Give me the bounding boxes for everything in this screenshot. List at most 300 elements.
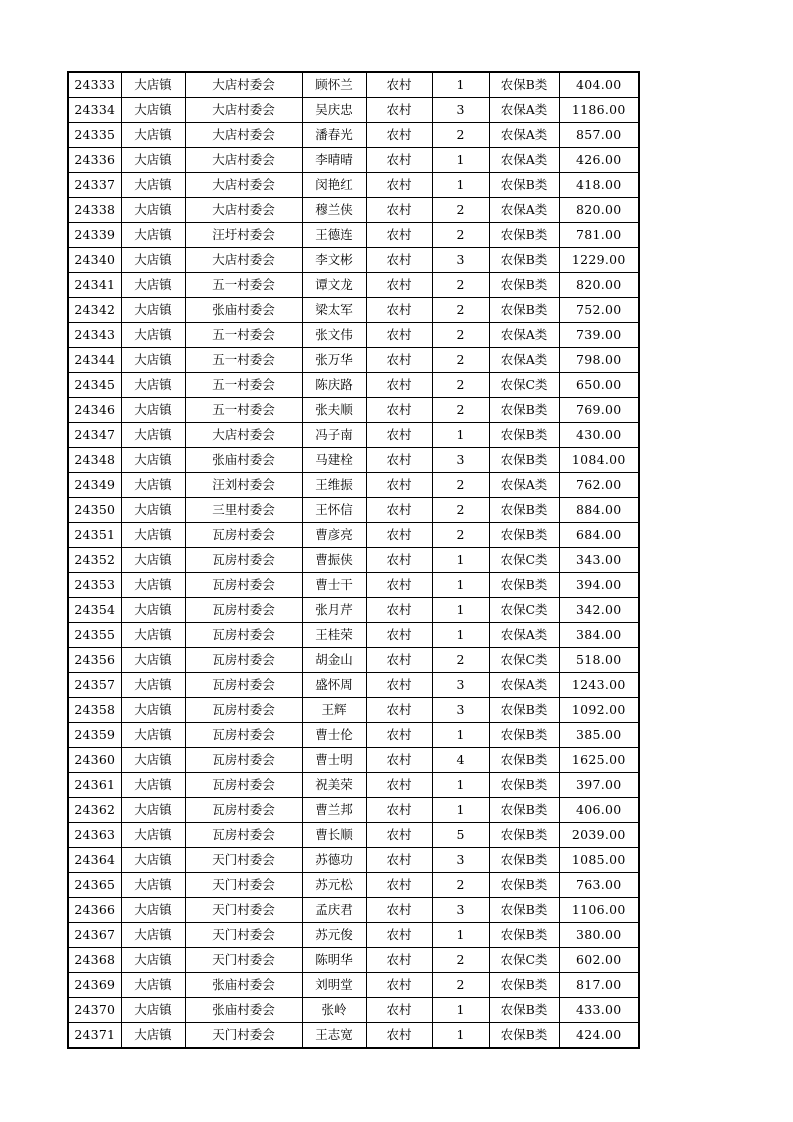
insurance-category-cell: 农保C类 <box>489 948 559 973</box>
village-committee-cell: 张庙村委会 <box>185 448 302 473</box>
table-row <box>68 98 639 123</box>
person-name-cell: 祝美荣 <box>302 773 366 798</box>
area-type-cell: 农村 <box>366 398 432 423</box>
insurance-category-cell: 农保B类 <box>489 698 559 723</box>
amount-cell: 684.00 <box>559 523 639 548</box>
town-cell: 大店镇 <box>121 773 185 798</box>
village-committee-cell: 五一村委会 <box>185 273 302 298</box>
amount-cell: 752.00 <box>559 298 639 323</box>
household-size-cell: 1 <box>432 148 489 173</box>
person-name-cell: 陈明华 <box>302 948 366 973</box>
town-cell: 大店镇 <box>121 173 185 198</box>
town-cell: 大店镇 <box>121 373 185 398</box>
amount-cell: 884.00 <box>559 498 639 523</box>
record-id-cell: 24364 <box>68 848 121 873</box>
person-name-cell: 王怀信 <box>302 498 366 523</box>
table-row <box>68 423 639 448</box>
insurance-category-cell: 农保B类 <box>489 773 559 798</box>
town-cell: 大店镇 <box>121 673 185 698</box>
amount-cell: 397.00 <box>559 773 639 798</box>
household-size-cell: 1 <box>432 423 489 448</box>
person-name-cell: 曹士干 <box>302 573 366 598</box>
amount-cell: 2039.00 <box>559 823 639 848</box>
insurance-category-cell: 农保B类 <box>489 448 559 473</box>
household-size-cell: 2 <box>432 348 489 373</box>
area-type-cell: 农村 <box>366 423 432 448</box>
table-row <box>68 648 639 673</box>
household-size-cell: 1 <box>432 773 489 798</box>
town-cell: 大店镇 <box>121 923 185 948</box>
amount-cell: 342.00 <box>559 598 639 623</box>
town-cell: 大店镇 <box>121 748 185 773</box>
area-type-cell: 农村 <box>366 1023 432 1049</box>
area-type-cell: 农村 <box>366 723 432 748</box>
area-type-cell: 农村 <box>366 548 432 573</box>
person-name-cell: 张万华 <box>302 348 366 373</box>
area-type-cell: 农村 <box>366 773 432 798</box>
area-type-cell: 农村 <box>366 673 432 698</box>
village-committee-cell: 瓦房村委会 <box>185 598 302 623</box>
amount-cell: 380.00 <box>559 923 639 948</box>
area-type-cell: 农村 <box>366 148 432 173</box>
household-size-cell: 2 <box>432 498 489 523</box>
insurance-category-cell: 农保B类 <box>489 523 559 548</box>
area-type-cell: 农村 <box>366 573 432 598</box>
town-cell: 大店镇 <box>121 573 185 598</box>
record-id-cell: 24344 <box>68 348 121 373</box>
household-size-cell: 3 <box>432 673 489 698</box>
village-committee-cell: 瓦房村委会 <box>185 773 302 798</box>
village-committee-cell: 瓦房村委会 <box>185 748 302 773</box>
town-cell: 大店镇 <box>121 248 185 273</box>
area-type-cell: 农村 <box>366 873 432 898</box>
insurance-category-cell: 农保B类 <box>489 1023 559 1049</box>
village-committee-cell: 瓦房村委会 <box>185 573 302 598</box>
insurance-category-cell: 农保B类 <box>489 398 559 423</box>
village-committee-cell: 瓦房村委会 <box>185 648 302 673</box>
record-id-cell: 24354 <box>68 598 121 623</box>
insurance-category-cell: 农保B类 <box>489 723 559 748</box>
household-size-cell: 3 <box>432 98 489 123</box>
area-type-cell: 农村 <box>366 348 432 373</box>
record-id-cell: 24351 <box>68 523 121 548</box>
household-size-cell: 3 <box>432 898 489 923</box>
amount-cell: 394.00 <box>559 573 639 598</box>
insurance-category-cell: 农保A类 <box>489 323 559 348</box>
person-name-cell: 苏元俊 <box>302 923 366 948</box>
village-committee-cell: 瓦房村委会 <box>185 623 302 648</box>
village-committee-cell: 大店村委会 <box>185 123 302 148</box>
town-cell: 大店镇 <box>121 623 185 648</box>
amount-cell: 820.00 <box>559 273 639 298</box>
record-id-cell: 24367 <box>68 923 121 948</box>
record-id-cell: 24345 <box>68 373 121 398</box>
table-row <box>68 523 639 548</box>
person-name-cell: 冯子南 <box>302 423 366 448</box>
household-size-cell: 1 <box>432 598 489 623</box>
amount-cell: 1106.00 <box>559 898 639 923</box>
record-id-cell: 24366 <box>68 898 121 923</box>
person-name-cell: 李晴晴 <box>302 148 366 173</box>
village-committee-cell: 五一村委会 <box>185 323 302 348</box>
area-type-cell: 农村 <box>366 748 432 773</box>
town-cell: 大店镇 <box>121 598 185 623</box>
insurance-category-cell: 农保A类 <box>489 673 559 698</box>
insurance-category-cell: 农保B类 <box>489 873 559 898</box>
town-cell: 大店镇 <box>121 1023 185 1049</box>
insurance-category-cell: 农保B类 <box>489 298 559 323</box>
table-row <box>68 173 639 198</box>
area-type-cell: 农村 <box>366 298 432 323</box>
record-id-cell: 24358 <box>68 698 121 723</box>
village-committee-cell: 天门村委会 <box>185 873 302 898</box>
area-type-cell: 农村 <box>366 248 432 273</box>
village-committee-cell: 大店村委会 <box>185 72 302 98</box>
village-committee-cell: 大店村委会 <box>185 148 302 173</box>
area-type-cell: 农村 <box>366 373 432 398</box>
table-row <box>68 848 639 873</box>
area-type-cell: 农村 <box>366 72 432 98</box>
village-committee-cell: 三里村委会 <box>185 498 302 523</box>
area-type-cell: 农村 <box>366 948 432 973</box>
amount-cell: 384.00 <box>559 623 639 648</box>
person-name-cell: 潘春光 <box>302 123 366 148</box>
household-size-cell: 2 <box>432 648 489 673</box>
person-name-cell: 马建栓 <box>302 448 366 473</box>
person-name-cell: 王维振 <box>302 473 366 498</box>
town-cell: 大店镇 <box>121 723 185 748</box>
table-row <box>68 923 639 948</box>
amount-cell: 430.00 <box>559 423 639 448</box>
person-name-cell: 刘明堂 <box>302 973 366 998</box>
records-table-body <box>68 72 639 1048</box>
table-row <box>68 223 639 248</box>
area-type-cell: 农村 <box>366 198 432 223</box>
insurance-category-cell: 农保C类 <box>489 648 559 673</box>
record-id-cell: 24355 <box>68 623 121 648</box>
insurance-category-cell: 农保B类 <box>489 573 559 598</box>
record-id-cell: 24333 <box>68 72 121 98</box>
insurance-category-cell: 农保B类 <box>489 423 559 448</box>
records-table <box>67 71 640 1049</box>
insurance-category-cell: 农保B类 <box>489 998 559 1023</box>
village-committee-cell: 大店村委会 <box>185 248 302 273</box>
area-type-cell: 农村 <box>366 648 432 673</box>
village-committee-cell: 天门村委会 <box>185 848 302 873</box>
insurance-category-cell: 农保A类 <box>489 98 559 123</box>
town-cell: 大店镇 <box>121 948 185 973</box>
town-cell: 大店镇 <box>121 198 185 223</box>
record-id-cell: 24337 <box>68 173 121 198</box>
household-size-cell: 2 <box>432 323 489 348</box>
person-name-cell: 穆兰侠 <box>302 198 366 223</box>
household-size-cell: 2 <box>432 123 489 148</box>
town-cell: 大店镇 <box>121 273 185 298</box>
record-id-cell: 24339 <box>68 223 121 248</box>
village-committee-cell: 瓦房村委会 <box>185 673 302 698</box>
insurance-category-cell: 农保B类 <box>489 72 559 98</box>
person-name-cell: 曹士明 <box>302 748 366 773</box>
household-size-cell: 3 <box>432 848 489 873</box>
amount-cell: 739.00 <box>559 323 639 348</box>
town-cell: 大店镇 <box>121 698 185 723</box>
amount-cell: 602.00 <box>559 948 639 973</box>
table-row <box>68 823 639 848</box>
town-cell: 大店镇 <box>121 398 185 423</box>
town-cell: 大店镇 <box>121 898 185 923</box>
person-name-cell: 曹长顺 <box>302 823 366 848</box>
insurance-category-cell: 农保B类 <box>489 223 559 248</box>
village-committee-cell: 大店村委会 <box>185 423 302 448</box>
town-cell: 大店镇 <box>121 873 185 898</box>
village-committee-cell: 瓦房村委会 <box>185 523 302 548</box>
area-type-cell: 农村 <box>366 498 432 523</box>
record-id-cell: 24356 <box>68 648 121 673</box>
person-name-cell: 王辉 <box>302 698 366 723</box>
household-size-cell: 1 <box>432 72 489 98</box>
insurance-category-cell: 农保B类 <box>489 173 559 198</box>
area-type-cell: 农村 <box>366 273 432 298</box>
amount-cell: 433.00 <box>559 998 639 1023</box>
person-name-cell: 张岭 <box>302 998 366 1023</box>
town-cell: 大店镇 <box>121 298 185 323</box>
amount-cell: 1625.00 <box>559 748 639 773</box>
area-type-cell: 农村 <box>366 623 432 648</box>
household-size-cell: 2 <box>432 223 489 248</box>
person-name-cell: 曹振侠 <box>302 548 366 573</box>
amount-cell: 424.00 <box>559 1023 639 1049</box>
record-id-cell: 24353 <box>68 573 121 598</box>
amount-cell: 1085.00 <box>559 848 639 873</box>
person-name-cell: 胡金山 <box>302 648 366 673</box>
town-cell: 大店镇 <box>121 648 185 673</box>
person-name-cell: 张文伟 <box>302 323 366 348</box>
insurance-category-cell: 农保C类 <box>489 373 559 398</box>
person-name-cell: 王志宽 <box>302 1023 366 1049</box>
record-id-cell: 24357 <box>68 673 121 698</box>
town-cell: 大店镇 <box>121 473 185 498</box>
insurance-category-cell: 农保B类 <box>489 823 559 848</box>
table-row <box>68 698 639 723</box>
village-committee-cell: 张庙村委会 <box>185 973 302 998</box>
table-row <box>68 373 639 398</box>
household-size-cell: 2 <box>432 948 489 973</box>
village-committee-cell: 天门村委会 <box>185 898 302 923</box>
village-committee-cell: 汪圩村委会 <box>185 223 302 248</box>
person-name-cell: 孟庆君 <box>302 898 366 923</box>
village-committee-cell: 大店村委会 <box>185 173 302 198</box>
amount-cell: 650.00 <box>559 373 639 398</box>
village-committee-cell: 大店村委会 <box>185 98 302 123</box>
household-size-cell: 1 <box>432 923 489 948</box>
area-type-cell: 农村 <box>366 448 432 473</box>
household-size-cell: 2 <box>432 473 489 498</box>
insurance-category-cell: 农保B类 <box>489 973 559 998</box>
amount-cell: 385.00 <box>559 723 639 748</box>
town-cell: 大店镇 <box>121 72 185 98</box>
area-type-cell: 农村 <box>366 798 432 823</box>
town-cell: 大店镇 <box>121 523 185 548</box>
table-row <box>68 72 639 98</box>
town-cell: 大店镇 <box>121 498 185 523</box>
insurance-category-cell: 农保B类 <box>489 798 559 823</box>
amount-cell: 1229.00 <box>559 248 639 273</box>
person-name-cell: 曹兰邦 <box>302 798 366 823</box>
household-size-cell: 4 <box>432 748 489 773</box>
record-id-cell: 24371 <box>68 1023 121 1049</box>
person-name-cell: 王桂荣 <box>302 623 366 648</box>
village-committee-cell: 张庙村委会 <box>185 298 302 323</box>
insurance-category-cell: 农保A类 <box>489 123 559 148</box>
table-row <box>68 198 639 223</box>
record-id-cell: 24365 <box>68 873 121 898</box>
town-cell: 大店镇 <box>121 348 185 373</box>
household-size-cell: 1 <box>432 723 489 748</box>
person-name-cell: 张夫顺 <box>302 398 366 423</box>
person-name-cell: 曹士伦 <box>302 723 366 748</box>
area-type-cell: 农村 <box>366 973 432 998</box>
person-name-cell: 李文彬 <box>302 248 366 273</box>
amount-cell: 1092.00 <box>559 698 639 723</box>
table-row <box>68 798 639 823</box>
record-id-cell: 24368 <box>68 948 121 973</box>
amount-cell: 817.00 <box>559 973 639 998</box>
insurance-category-cell: 农保B类 <box>489 923 559 948</box>
person-name-cell: 苏元松 <box>302 873 366 898</box>
person-name-cell: 张月芹 <box>302 598 366 623</box>
person-name-cell: 盛怀周 <box>302 673 366 698</box>
table-row <box>68 473 639 498</box>
amount-cell: 857.00 <box>559 123 639 148</box>
household-size-cell: 1 <box>432 573 489 598</box>
table-row <box>68 773 639 798</box>
village-committee-cell: 瓦房村委会 <box>185 548 302 573</box>
insurance-category-cell: 农保A类 <box>489 473 559 498</box>
record-id-cell: 24346 <box>68 398 121 423</box>
table-row <box>68 548 639 573</box>
record-id-cell: 24362 <box>68 798 121 823</box>
area-type-cell: 农村 <box>366 848 432 873</box>
record-id-cell: 24342 <box>68 298 121 323</box>
household-size-cell: 2 <box>432 398 489 423</box>
insurance-category-cell: 农保B类 <box>489 898 559 923</box>
insurance-category-cell: 农保A类 <box>489 348 559 373</box>
area-type-cell: 农村 <box>366 98 432 123</box>
village-committee-cell: 五一村委会 <box>185 348 302 373</box>
household-size-cell: 1 <box>432 1023 489 1049</box>
town-cell: 大店镇 <box>121 823 185 848</box>
table-row <box>68 573 639 598</box>
insurance-category-cell: 农保A类 <box>489 148 559 173</box>
amount-cell: 343.00 <box>559 548 639 573</box>
record-id-cell: 24341 <box>68 273 121 298</box>
table-row <box>68 973 639 998</box>
record-id-cell: 24338 <box>68 198 121 223</box>
household-size-cell: 1 <box>432 548 489 573</box>
amount-cell: 1243.00 <box>559 673 639 698</box>
record-id-cell: 24360 <box>68 748 121 773</box>
household-size-cell: 2 <box>432 523 489 548</box>
insurance-category-cell: 农保C类 <box>489 548 559 573</box>
amount-cell: 762.00 <box>559 473 639 498</box>
record-id-cell: 24340 <box>68 248 121 273</box>
household-size-cell: 1 <box>432 623 489 648</box>
table-row <box>68 398 639 423</box>
town-cell: 大店镇 <box>121 998 185 1023</box>
amount-cell: 798.00 <box>559 348 639 373</box>
area-type-cell: 农村 <box>366 123 432 148</box>
record-id-cell: 24370 <box>68 998 121 1023</box>
town-cell: 大店镇 <box>121 323 185 348</box>
household-size-cell: 2 <box>432 973 489 998</box>
village-committee-cell: 瓦房村委会 <box>185 798 302 823</box>
household-size-cell: 3 <box>432 448 489 473</box>
person-name-cell: 顾怀兰 <box>302 72 366 98</box>
table-row <box>68 998 639 1023</box>
record-id-cell: 24350 <box>68 498 121 523</box>
table-row <box>68 623 639 648</box>
household-size-cell: 2 <box>432 873 489 898</box>
amount-cell: 820.00 <box>559 198 639 223</box>
area-type-cell: 农村 <box>366 323 432 348</box>
person-name-cell: 苏德功 <box>302 848 366 873</box>
village-committee-cell: 五一村委会 <box>185 373 302 398</box>
record-id-cell: 24349 <box>68 473 121 498</box>
town-cell: 大店镇 <box>121 448 185 473</box>
amount-cell: 781.00 <box>559 223 639 248</box>
area-type-cell: 农村 <box>366 698 432 723</box>
town-cell: 大店镇 <box>121 798 185 823</box>
amount-cell: 406.00 <box>559 798 639 823</box>
amount-cell: 518.00 <box>559 648 639 673</box>
record-id-cell: 24361 <box>68 773 121 798</box>
table-row <box>68 898 639 923</box>
amount-cell: 1084.00 <box>559 448 639 473</box>
household-size-cell: 2 <box>432 298 489 323</box>
village-committee-cell: 瓦房村委会 <box>185 823 302 848</box>
table-row <box>68 148 639 173</box>
person-name-cell: 曹彦亮 <box>302 523 366 548</box>
area-type-cell: 农村 <box>366 998 432 1023</box>
town-cell: 大店镇 <box>121 148 185 173</box>
town-cell: 大店镇 <box>121 123 185 148</box>
person-name-cell: 陈庆路 <box>302 373 366 398</box>
area-type-cell: 农村 <box>366 923 432 948</box>
household-size-cell: 3 <box>432 248 489 273</box>
record-id-cell: 24352 <box>68 548 121 573</box>
village-committee-cell: 瓦房村委会 <box>185 723 302 748</box>
table-row <box>68 448 639 473</box>
area-type-cell: 农村 <box>366 598 432 623</box>
amount-cell: 1186.00 <box>559 98 639 123</box>
table-row <box>68 248 639 273</box>
table-row <box>68 273 639 298</box>
insurance-category-cell: 农保B类 <box>489 248 559 273</box>
town-cell: 大店镇 <box>121 973 185 998</box>
insurance-category-cell: 农保B类 <box>489 498 559 523</box>
village-committee-cell: 汪刘村委会 <box>185 473 302 498</box>
insurance-category-cell: 农保B类 <box>489 273 559 298</box>
record-id-cell: 24363 <box>68 823 121 848</box>
record-id-cell: 24347 <box>68 423 121 448</box>
insurance-category-cell: 农保B类 <box>489 748 559 773</box>
area-type-cell: 农村 <box>366 173 432 198</box>
table-row <box>68 348 639 373</box>
area-type-cell: 农村 <box>366 898 432 923</box>
village-committee-cell: 大店村委会 <box>185 198 302 223</box>
household-size-cell: 2 <box>432 198 489 223</box>
town-cell: 大店镇 <box>121 423 185 448</box>
